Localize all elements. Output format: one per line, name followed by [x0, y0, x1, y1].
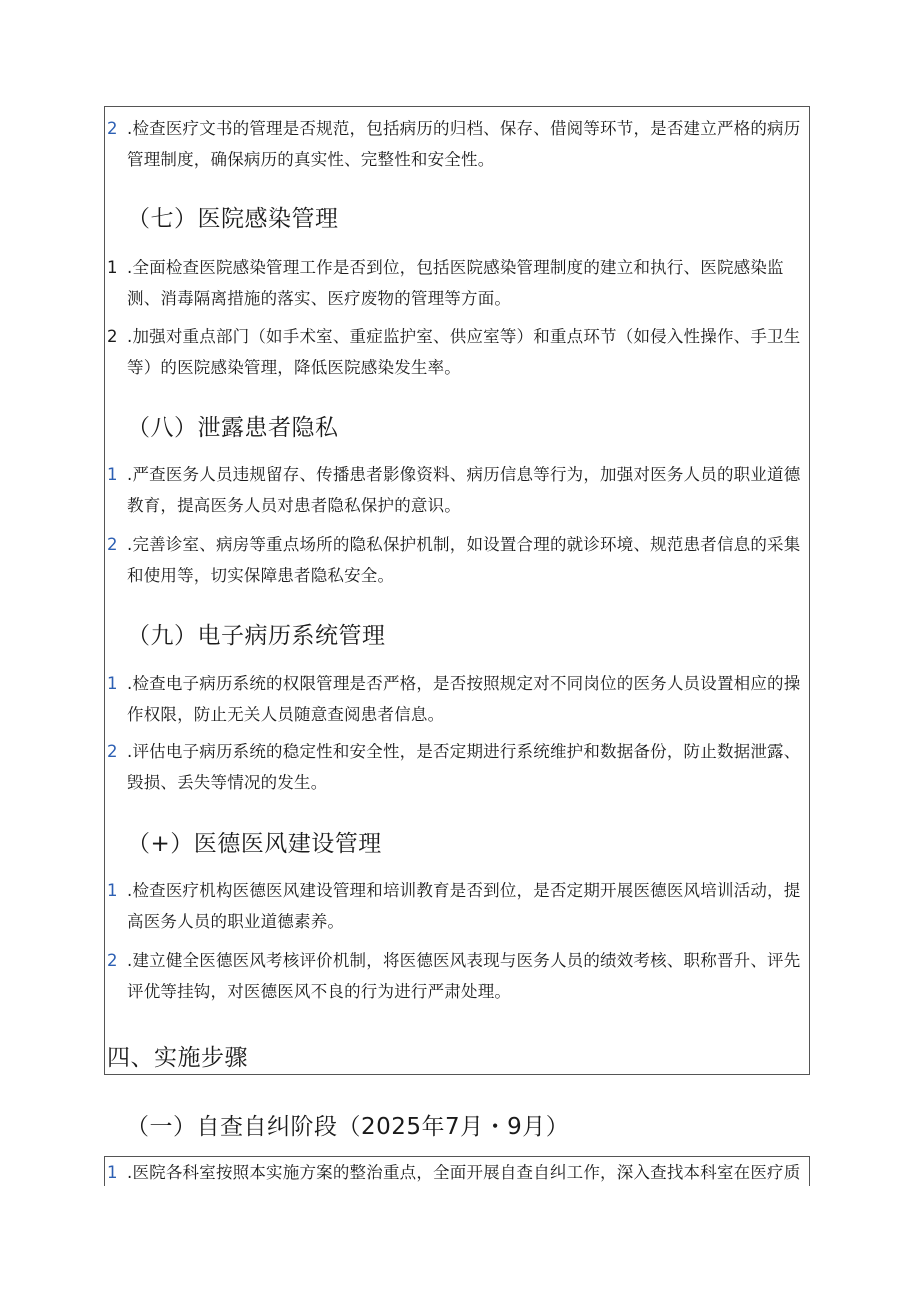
item-number: 2	[107, 535, 118, 554]
content-frame	[104, 106, 810, 1075]
list-item	[105, 736, 811, 798]
item-text: .检查电子病历系统的权限管理是否严格，是否按照规定对不同岗位的医务人员设置相应的操作权限，防止无关人员随意查阅患者信息。	[127, 674, 801, 724]
item-number: 2	[107, 951, 118, 970]
list-item	[105, 875, 811, 937]
item-number: 2	[107, 119, 118, 138]
item-text: .加强对重点部门（如手术室、重症监护室、供应室等）和重点环节（如侵入性操作、手卫生等）的医院感染管理，降低医院感染发生率。	[127, 327, 801, 377]
section-heading-7: （七）医院感染管理	[127, 206, 339, 232]
item-text: .严查医务人员违规留存、传播患者影像资料、病历信息等行为，加强对医务人员的职业道德教育，提高医务人员对患者隐私保护的意识。	[127, 465, 801, 515]
section-heading-9: （九）电子病历系统管理	[127, 623, 386, 649]
item-number: 1	[107, 465, 118, 484]
item-text: .医院各科室按照本实施方案的整治重点，全面开展自查自纠工作，深入查找本科室在医疗质	[127, 1163, 801, 1182]
item-text: .评估电子病历系统的稳定性和安全性，是否定期进行系统维护和数据备份，防止数据泄露、毁损、丢失等情况的发生。	[127, 742, 801, 792]
part-heading-4: 四、实施步骤	[107, 1045, 248, 1071]
item-number: 2	[107, 742, 118, 761]
item-text: .全面检查医院感染管理工作是否到位，包括医院感染管理制度的建立和执行、医院感染监测、消毒隔离措施的落实、医疗废物的管理等方面。	[127, 258, 784, 308]
phase-heading-1: （一）自查自纠阶段（2025年7月・9月）	[126, 1114, 570, 1140]
list-item	[105, 321, 811, 383]
item-text: .完善诊室、病房等重点场所的隐私保护机制，如设置合理的就诊环境、规范患者信息的采集和使用等，切实保障患者隐私安全。	[127, 535, 801, 585]
item-text: .建立健全医德医风考核评价机制，将医德医风表现与医务人员的绩效考核、职称晋升、评先评优等挂钩，对医德医风不良的行为进行严肃处理。	[127, 951, 801, 1001]
section-heading-10: （+）医德医风建设管理	[127, 831, 382, 857]
item-text: .检查医疗文书的管理是否规范，包括病历的归档、保存、借阅等环节，是否建立严格的病历管理制度，确保病历的真实性、完整性和安全性。	[127, 119, 801, 169]
list-item	[105, 529, 811, 591]
list-item	[105, 113, 811, 175]
item-number: 1	[107, 881, 118, 900]
list-item	[105, 945, 811, 1007]
list-item	[105, 1157, 810, 1186]
item-text: .检查医疗机构医德医风建设管理和培训教育是否到位，是否定期开展医德医风培训活动，提高医务人员的职业道德素养。	[127, 881, 801, 931]
list-item	[105, 252, 811, 314]
content-frame-continued	[104, 1156, 810, 1186]
list-item	[105, 459, 811, 521]
list-item	[105, 668, 811, 730]
item-number: 1	[107, 258, 118, 277]
item-number: 1	[107, 1163, 118, 1182]
item-number: 1	[107, 674, 118, 693]
section-heading-8: （八）泄露患者隐私	[127, 415, 339, 441]
item-number: 2	[107, 327, 118, 346]
